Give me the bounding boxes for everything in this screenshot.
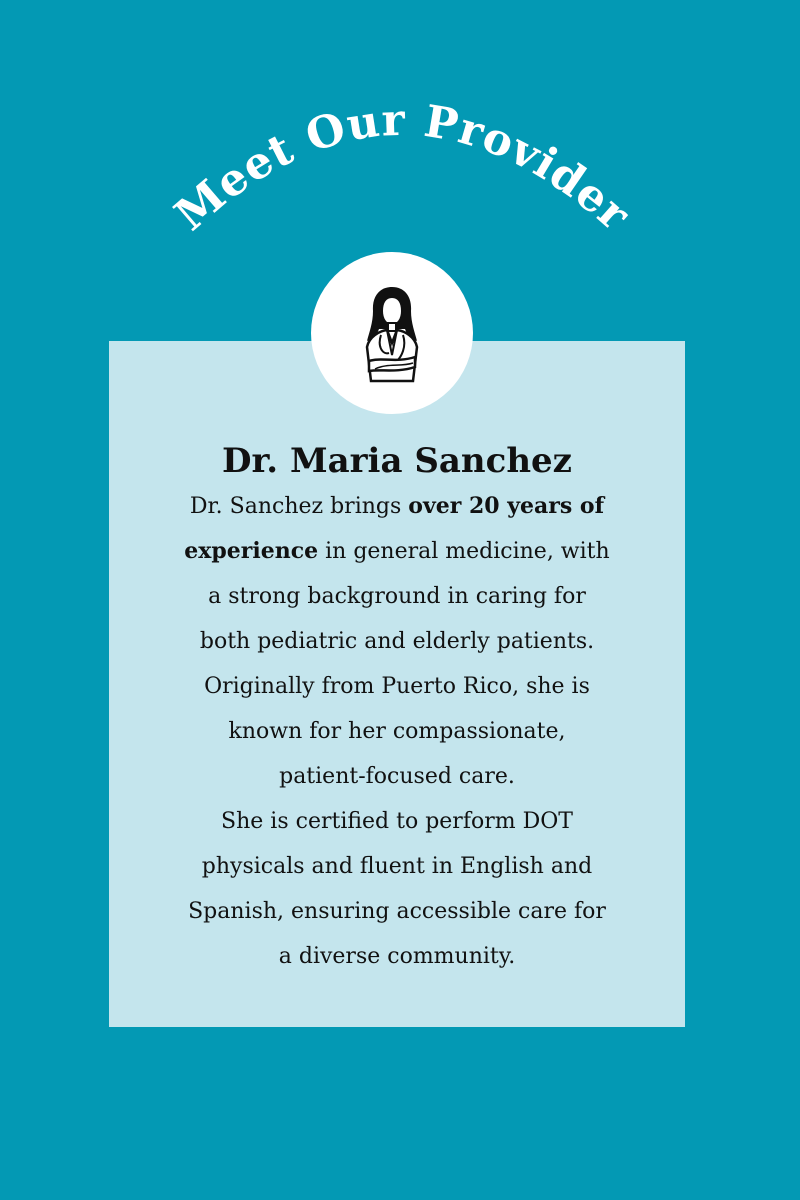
bio-line: known for her compassionate, [228,719,566,744]
bio-line: Spanish, ensuring accessible care for [188,899,606,924]
bio-line: experience in general medicine, with [184,538,610,564]
svg-text:Meet Our Provider [165,95,639,241]
bio-line: a diverse community. [278,944,516,969]
page-title [0,0,800,260]
bio-line: Originally from Puerto Rico, she is [204,674,590,699]
page-title-text: Meet Our Provider [165,94,640,242]
provider-name: Dr. Maria Sanchez [222,441,572,481]
bio-line: a strong background in caring for [208,584,586,609]
provider-bio [109,484,685,979]
bio-line: Dr. Sanchez brings over 20 years of [189,493,605,519]
avatar [311,252,473,414]
doctor-portrait-icon [357,283,427,383]
bio-line: She is certified to perform DOT [221,809,573,834]
bio-line: both pediatric and elderly patients. [199,629,595,654]
bio-line: physicals and fluent in English and [201,854,593,879]
bio-line: patient-focused care. [279,764,515,789]
